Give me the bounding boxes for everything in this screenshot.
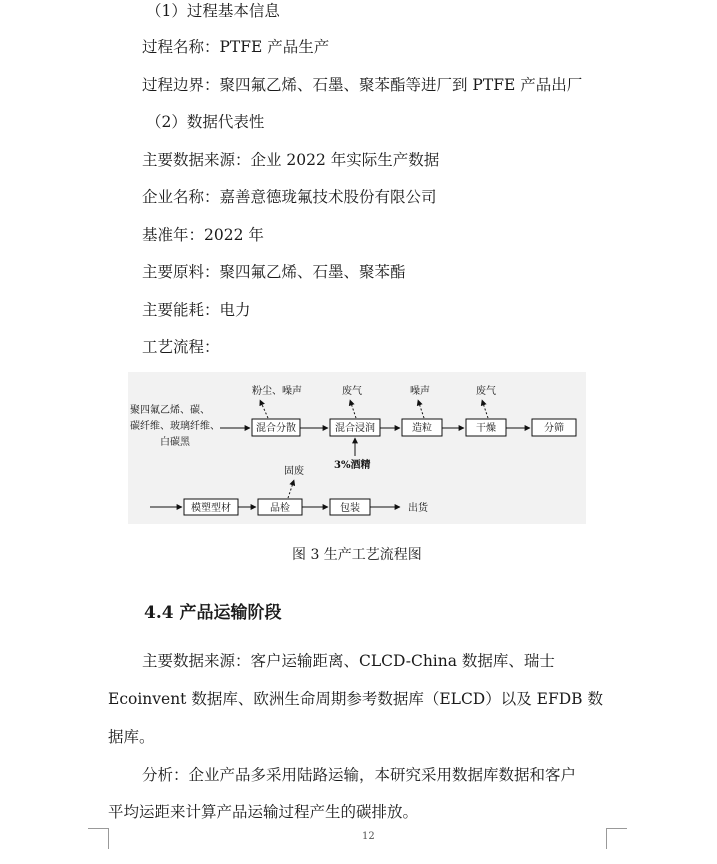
step-mixing-dispersion <box>252 419 300 436</box>
representativeness-heading: （2）数据代表性 <box>146 113 265 131</box>
transport-analysis-line-2: 平均运距来计算产品运输过程产生的碳排放。 <box>108 803 419 821</box>
emission-dust-noise: 粉尘、噪声 <box>252 386 302 397</box>
output-shipping: 出货 <box>408 503 428 514</box>
base-year: 基准年：2022 年 <box>142 226 264 244</box>
crop-mark-left <box>88 828 109 849</box>
company-name: 企业名称：嘉善意德珑氟技术股份有限公司 <box>142 188 437 206</box>
process-flowchart <box>128 372 586 524</box>
step-mixing-dispersion-label: 混合分散 <box>256 423 296 434</box>
input-line-2: 碳纤维、玻璃纤维、 <box>130 421 220 432</box>
transport-analysis-line-1: 分析：企业产品多采用陆路运输，本研究采用数据库数据和客户 <box>142 766 577 784</box>
process-flow-label: 工艺流程： <box>142 338 220 356</box>
emission-arrow-4 <box>482 400 488 418</box>
step-packaging <box>330 499 370 515</box>
process-name: 过程名称：PTFE 产品生产 <box>142 38 330 56</box>
energy-consumption: 主要能耗：电力 <box>142 301 251 319</box>
process-boundary: 过程边界：聚四氟乙烯、石墨、聚苯酯等进厂到 PTFE 产品出厂 <box>142 76 583 94</box>
basic-info-heading: （1）过程基本信息 <box>146 2 280 20</box>
step-sieving <box>532 419 576 436</box>
transport-source-line-2: Ecoinvent 数据库、欧洲生命周期参考数据库（ELCD）以及 EFDB 数 <box>108 690 603 708</box>
transport-section-heading: 4.4 产品运输阶段 <box>144 603 282 623</box>
figure-caption: 图 3 生产工艺流程图 <box>292 547 422 563</box>
crop-mark-right <box>606 828 627 849</box>
step-granulation <box>402 419 442 436</box>
step-packaging-label: 包装 <box>340 503 360 514</box>
step-inspection <box>258 499 302 515</box>
emission-arrow-1 <box>260 400 268 418</box>
emission-arrow-3 <box>418 400 424 418</box>
data-source: 主要数据来源：企业 2022 年实际生产数据 <box>142 151 440 169</box>
additive-alcohol: 3%酒精 <box>334 460 371 471</box>
step-molding <box>184 499 238 515</box>
emission-noise: 噪声 <box>410 386 430 397</box>
step-molding-label: 模塑型材 <box>191 503 231 514</box>
step-granulation-label: 造粒 <box>412 423 432 434</box>
input-line-1: 聚四氟乙烯、碳、 <box>130 405 210 416</box>
step-mixing-impregnation-label: 混合浸润 <box>335 423 375 434</box>
step-drying <box>466 419 506 436</box>
emission-arrow-2 <box>350 400 356 418</box>
input-line-3: 白碳黑 <box>160 437 190 448</box>
step-sieving-label: 分筛 <box>544 423 564 434</box>
emission-solid-waste: 固废 <box>284 466 304 477</box>
step-drying-label: 干燥 <box>476 423 496 434</box>
emission-exhaust-1: 废气 <box>342 386 362 397</box>
page-number: 12 <box>362 831 375 842</box>
emission-exhaust-2: 废气 <box>476 386 496 397</box>
emission-arrow-solid-waste <box>288 480 294 498</box>
transport-source-line-1: 主要数据来源：客户运输距离、CLCD-China 数据库、瑞士 <box>142 652 555 670</box>
transport-source-line-3: 据库。 <box>108 728 155 746</box>
raw-materials: 主要原料：聚四氟乙烯、石墨、聚苯酯 <box>142 263 406 281</box>
step-mixing-impregnation <box>330 419 380 436</box>
step-inspection-label: 品检 <box>270 503 290 514</box>
